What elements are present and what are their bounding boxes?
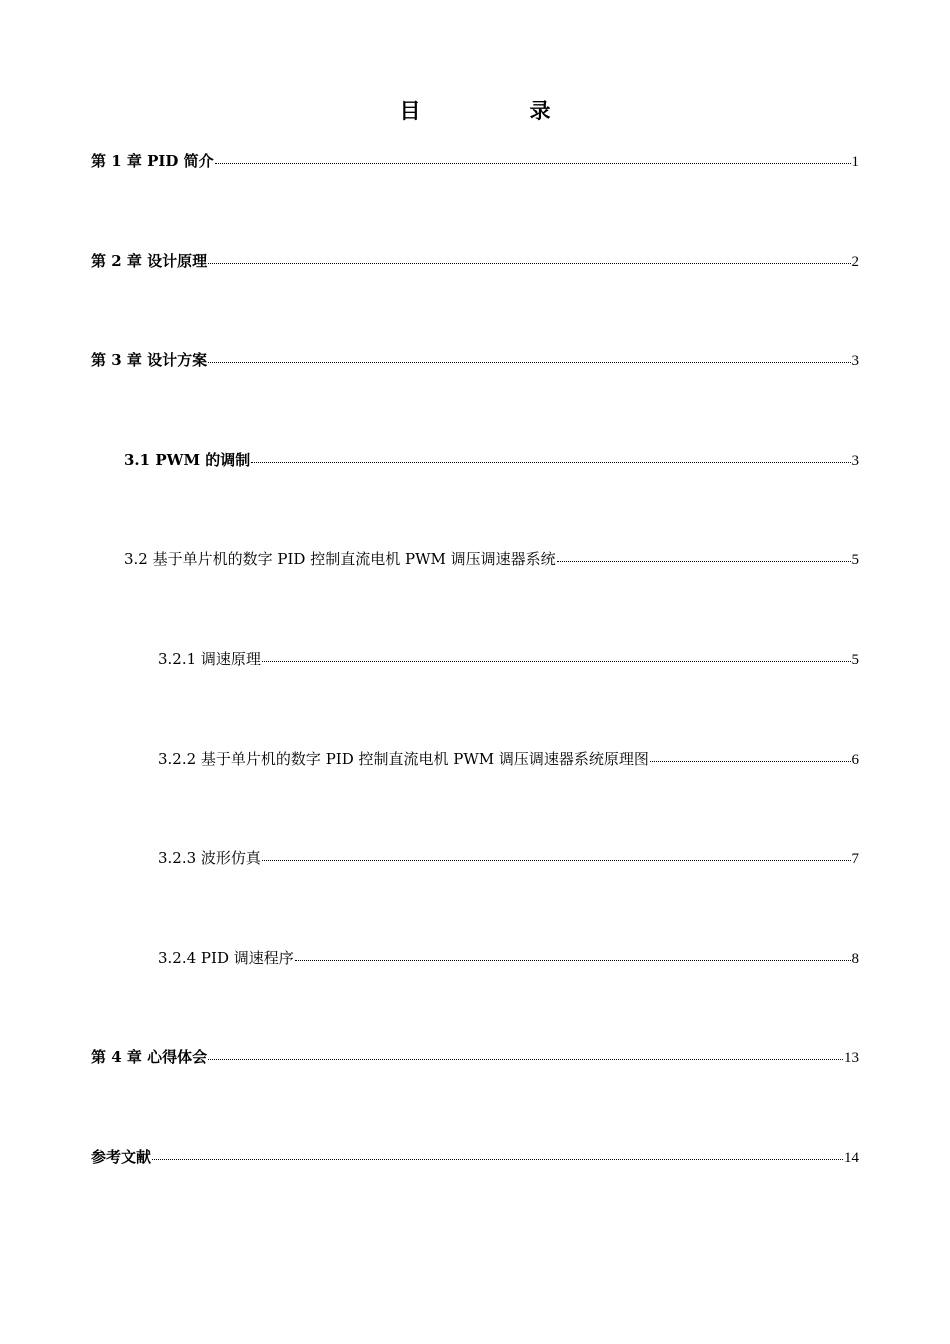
- toc-entry-section-3-2[interactable]: [124, 548, 859, 571]
- toc-entry-label: 参考文献: [91, 1148, 152, 1166]
- toc-entry-chapter-2[interactable]: [91, 250, 859, 273]
- toc-entry-section-3-2-1[interactable]: [158, 648, 859, 671]
- toc-entry-label: 第 1 章 PID 简介: [91, 152, 214, 170]
- page-title: 目 录: [399, 98, 595, 123]
- toc-entry-chapter-3[interactable]: [91, 349, 859, 372]
- toc-entry-page-number: 6: [851, 752, 859, 768]
- toc-entry-page-number: 5: [851, 552, 859, 568]
- dot-leader: [251, 451, 850, 465]
- toc-entry-label: 第 2 章 设计原理: [91, 252, 208, 270]
- dot-leader: [262, 849, 851, 863]
- dot-leader: [208, 351, 850, 365]
- toc-entry-label: 3.1 PWM 的调制: [124, 451, 251, 469]
- dot-leader: [215, 152, 851, 166]
- toc-entry-page-number: 8: [851, 951, 859, 967]
- toc-entry-page-number: 3: [851, 353, 859, 369]
- toc-entry-page-number: 14: [844, 1150, 859, 1166]
- toc-entry-label: 3.2.2 基于单片机的数字 PID 控制直流电机 PWM 调压调速器系统原理图: [158, 750, 649, 768]
- toc-entry-page-number: 5: [851, 652, 859, 668]
- toc-entry-chapter-4[interactable]: [91, 1046, 859, 1069]
- toc-entry-label: 3.2 基于单片机的数字 PID 控制直流电机 PWM 调压调速器系统: [124, 550, 556, 568]
- toc-entry-page-number: 1: [851, 154, 859, 170]
- toc-entry-label: 3.2.4 PID 调速程序: [158, 949, 294, 967]
- dot-leader: [208, 252, 850, 266]
- dot-leader: [295, 949, 851, 963]
- toc-entry-references[interactable]: [91, 1146, 859, 1169]
- dot-leader: [650, 750, 851, 764]
- toc-entry-page-number: 3: [851, 453, 859, 469]
- toc-entry-section-3-1[interactable]: [124, 449, 859, 472]
- toc-entry-chapter-1[interactable]: [91, 150, 859, 173]
- toc-entry-label: 3.2.3 波形仿真: [158, 849, 261, 867]
- toc-entry-section-3-2-3[interactable]: [158, 847, 859, 870]
- toc-entry-label: 第 4 章 心得体会: [91, 1048, 208, 1066]
- toc-entry-label: 3.2.1 调速原理: [158, 650, 261, 668]
- dot-leader: [208, 1048, 843, 1062]
- toc-entry-section-3-2-4[interactable]: [158, 947, 859, 970]
- toc-entry-page-number: 7: [851, 851, 859, 867]
- toc-entry-page-number: 2: [851, 254, 859, 270]
- toc-entry-page-number: 13: [844, 1050, 859, 1066]
- dot-leader: [262, 650, 851, 664]
- toc-entry-section-3-2-2[interactable]: [158, 748, 859, 771]
- toc-entry-label: 第 3 章 设计方案: [91, 351, 208, 369]
- dot-leader: [557, 550, 851, 564]
- dot-leader: [152, 1148, 843, 1162]
